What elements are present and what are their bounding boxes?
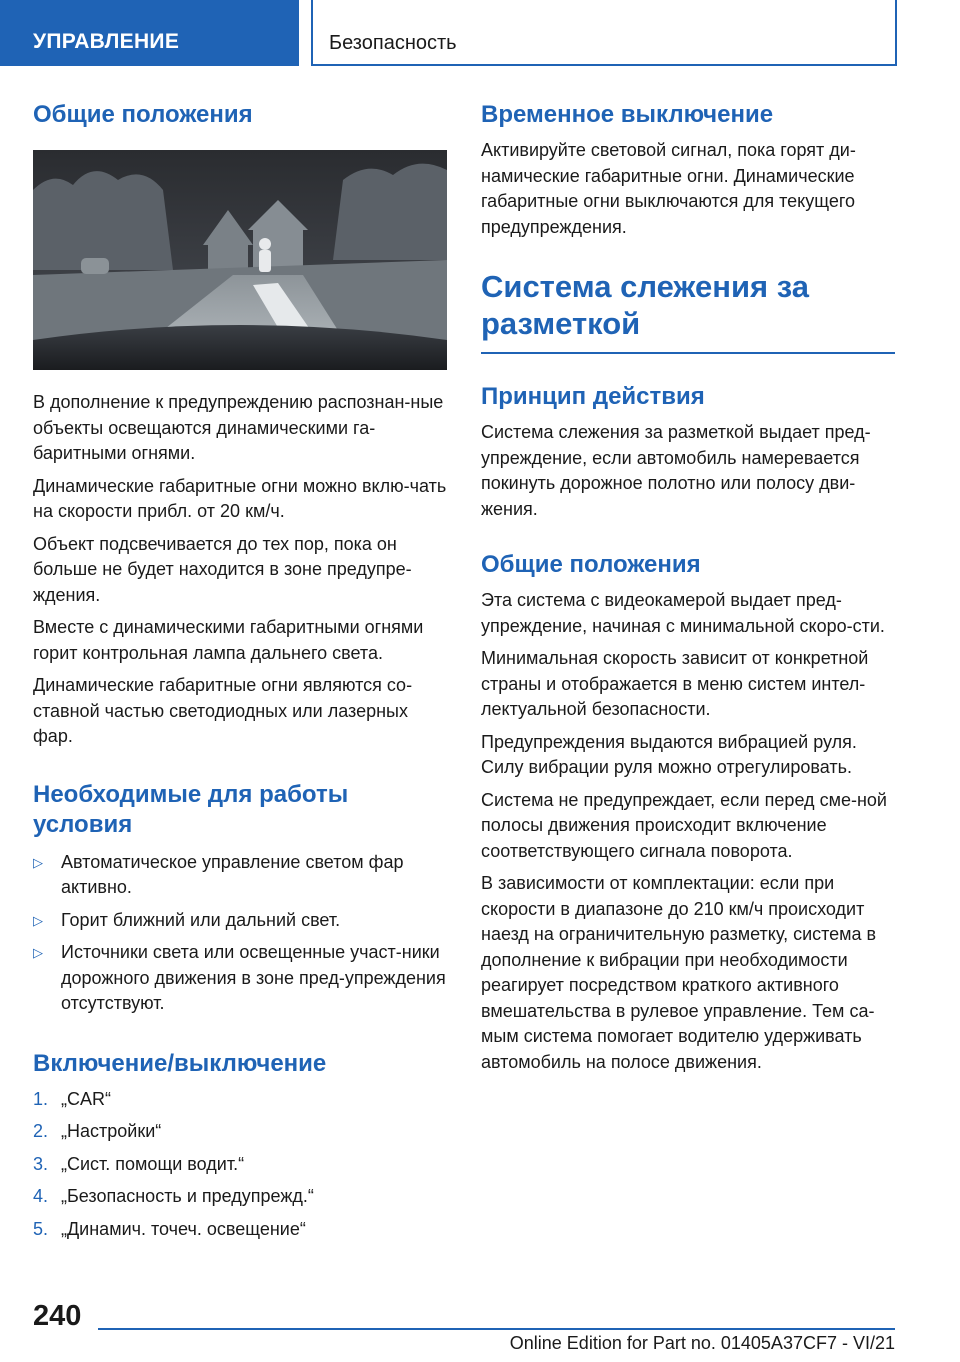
list-item: ▷ Горит ближний или дальний свет.: [33, 908, 447, 934]
footer-divider: [98, 1328, 895, 1330]
heading-divider: [481, 352, 895, 354]
paragraph: Минимальная скорость зависит от конкретной страны и отображается в меню систем интел-лектуальной безопасности.: [481, 648, 869, 719]
triangle-bullet-icon: ▷: [33, 945, 43, 960]
paragraph: Динамические габаритные огни являются со-ставной частью светодиодных или лазерных фар.: [33, 675, 413, 746]
step-item: 4. „Безопасность и предупрежд.“: [33, 1186, 314, 1206]
paragraph: Система не предупреждает, если перед сме-ной полосы движения происходит включение соответствующего сигнала поворота.: [481, 789, 887, 861]
chapter-title: Безопасность: [329, 32, 457, 54]
step-item: 3. „Сист. помощи водит.“: [33, 1153, 245, 1174]
step-item: 5. „Динамич. точеч. освещение“: [33, 1218, 306, 1239]
steps-list: [33, 1087, 447, 1243]
heading-principle: Принцип действия: [481, 383, 705, 410]
step-item: 1. „CAR“: [33, 1088, 111, 1109]
list-item: ▷ Автоматическое управление светом фар активно.: [33, 851, 404, 897]
heading-temporary-off: Временное выключение: [481, 101, 774, 128]
paragraph: Система слежения за разметкой выдает пред-упреждение, если автомобиль намеревается покинуть дорожное полотно или полосу дви-жения.: [481, 422, 871, 519]
list-item: ▷ Источники света или освещенные участ-ники дорожного движения в зоне пред-упреждения отсутствуют.: [33, 942, 446, 1013]
heading-conditions: Необходимые для работы условия: [33, 780, 349, 838]
heading-onoff: Включение/выключение: [33, 1049, 327, 1077]
right-column: [481, 100, 895, 1075]
triangle-bullet-icon: ▷: [33, 854, 43, 870]
heading-general-right: Общие положения: [481, 551, 701, 578]
general-paragraphs: [33, 390, 447, 750]
section-tab: УПРАВЛЕНИЕ: [0, 0, 299, 66]
step-item: 2. „Настройки“: [33, 1121, 162, 1141]
night-road-illustration: [33, 150, 447, 370]
paragraph: Активируйте световой сигнал, пока горят ди-намические габаритные огни. Динамические габаритные огни выключаются для текущего предупреждения.: [481, 140, 856, 237]
chapter-header: [311, 0, 897, 66]
triangle-bullet-icon: ▷: [33, 912, 43, 928]
general-paragraphs-right: [481, 588, 895, 1075]
edition-note: Online Edition for Part no. 01405A37CF7 - VI/21: [509, 1333, 895, 1353]
paragraph: В зависимости от комплектации: если при скорости в диапазоне до 210 км/ч происходит наезд на ограничительную разметку, система в дополнение к вибрации при необходимости реагирует посредством краткого активного вмешательства в рулевое управление. Тем са-мым система помогает водителю удерживать автомобиль на полосе движения.: [481, 873, 877, 1072]
paragraph: Объект подсвечивается до тех пор, пока он больше не будет находится в зоне предупре-ждения.: [33, 533, 412, 605]
paragraph: В дополнение к предупреждению распознан-ные объекты освещаются динамическими га-баритными огнями.: [33, 392, 444, 463]
paragraph: Эта система с видеокамерой выдает пред-упреждение, начиная с минимальной скоро-сти.: [481, 590, 885, 636]
paragraph: Предупреждения выдаются вибрацией руля. Силу вибрации руля можно отрегулировать.: [481, 731, 857, 777]
paragraph: Вместе с динамическими габаритными огнями горит контрольная лампа дальнего света.: [33, 617, 424, 663]
left-column: [33, 100, 447, 1242]
paragraph: Динамические габаритные огни можно вклю-чать на скорости прибл. от 20 км/ч.: [33, 475, 447, 521]
chapter-heading: Система слежения за разметкой: [481, 269, 809, 341]
conditions-list: [33, 850, 447, 1017]
page-number: 240: [33, 1300, 82, 1332]
heading-general: Общие положения: [33, 101, 253, 128]
